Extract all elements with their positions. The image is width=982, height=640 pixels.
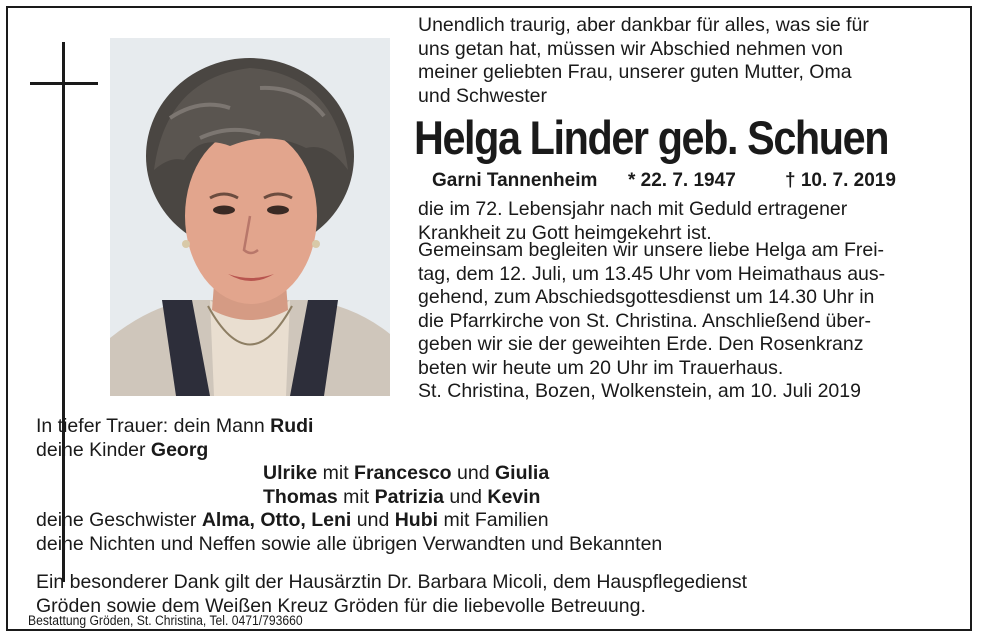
sibling-name: Hubi <box>394 509 439 531</box>
business-name: Garni Tannenheim <box>432 170 598 191</box>
sibling-names: Alma, Otto, Leni <box>201 509 352 531</box>
lifespan-text <box>418 198 847 245</box>
partner-name: Patrizia <box>374 485 444 508</box>
mourner-line: deine Kinder Georg <box>36 438 209 461</box>
mourner-line: Thomas mit Patrizia und Kevin <box>263 485 541 508</box>
cross-icon-bar <box>30 82 98 85</box>
birth-date: * 22. 7. 1947 <box>628 170 736 191</box>
funeral-details <box>418 239 885 380</box>
mourner-line: In tiefer Trauer: dein Mann Rudi <box>36 415 314 437</box>
mourner-line: Ulrike mit Francesco und Giulia <box>263 462 550 484</box>
intro-line: und Schwester <box>418 84 547 107</box>
body-line: tag, dem 12. Juli, um 13.45 Uhr vom Heimathaus aus- <box>418 262 886 285</box>
funeral-home-footer: Bestattung Gröden, St. Christina, Tel. 0471/793660 <box>28 613 303 628</box>
intro-line: meiner geliebten Frau, unserer guten Mutter, Oma <box>418 61 852 83</box>
grandchild-name: Kevin <box>487 485 541 508</box>
husband-name: Rudi <box>270 415 314 437</box>
place-date: St. Christina, Bozen, Wolkenstein, am 10. Juli 2019 <box>418 380 861 402</box>
body-line: geben wir sie der geweihten Erde. Den Rosenkranz <box>418 333 864 355</box>
intro-text <box>418 14 869 108</box>
mourner-line: deine Geschwister Alma, Otto, Leni und Hubi mit Familien <box>36 509 549 531</box>
deceased-name: Helga Linder geb. Schuen <box>414 111 889 164</box>
mourner-line: deine Nichten und Neffen sowie alle übrigen Verwandten und Bekannten <box>36 532 663 555</box>
thanks-line: Gröden sowie dem Weißen Kreuz Gröden für die liebevolle Betreuung. <box>36 594 646 617</box>
portrait-photo <box>110 38 390 396</box>
partner-name: Francesco <box>354 462 452 484</box>
thanks-text <box>36 571 747 618</box>
intro-line: Unendlich traurig, aber dankbar für alles, was sie für <box>418 14 869 36</box>
child-name: Thomas <box>263 485 338 508</box>
body-line: die im 72. Lebensjahr nach mit Geduld ertragener <box>418 198 848 220</box>
mourners-list <box>36 415 662 556</box>
body-line: gehend, zum Abschiedsgottesdienst um 14.30 Uhr in <box>418 286 875 308</box>
body-line: Gemeinsam begleiten wir unsere liebe Helga am Frei- <box>418 239 885 261</box>
child-name: Ulrike <box>263 462 318 484</box>
thanks-line: Ein besonderer Dank gilt der Hausärztin Dr. Barbara Micoli, dem Hauspflegedienst <box>36 571 748 593</box>
body-line: Krankheit zu Gott heimgekehrt ist. <box>418 221 712 244</box>
grandchild-name: Giulia <box>494 462 550 484</box>
body-line: die Pfarrkirche von St. Christina. Anschließend über- <box>418 309 872 332</box>
intro-line: uns getan hat, müssen wir Abschied nehmen von <box>418 37 843 60</box>
child-name: Georg <box>150 438 209 461</box>
body-line: beten wir heute um 20 Uhr im Trauerhaus. <box>418 356 784 379</box>
obituary-notice <box>6 6 972 631</box>
death-date: † 10. 7. 2019 <box>785 170 896 191</box>
